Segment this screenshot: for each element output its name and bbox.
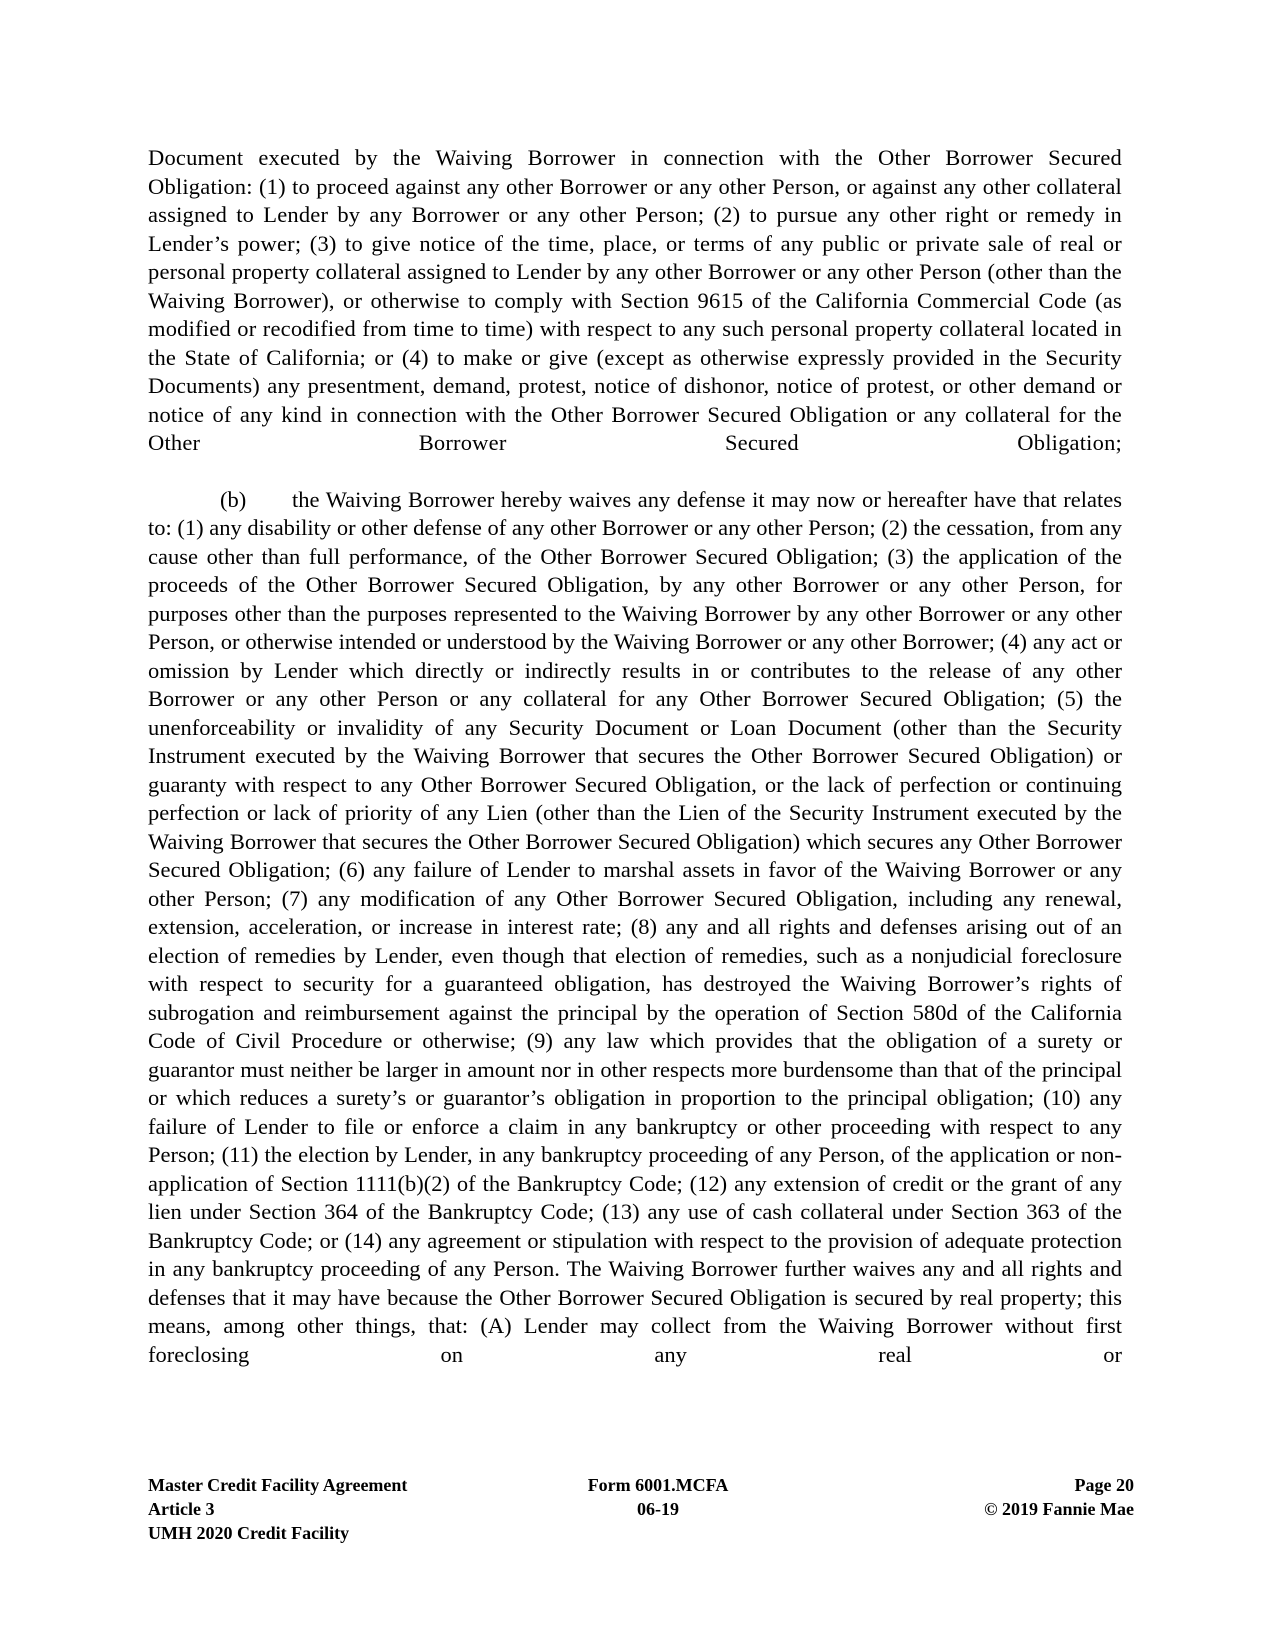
footer-article: Article 3 — [148, 1499, 215, 1519]
footer-form-number: Form 6001.MCFA — [587, 1475, 729, 1495]
footer-document-info — [148, 1473, 478, 1545]
footer-facility-name: UMH 2020 Credit Facility — [148, 1523, 350, 1543]
paragraph-a-continuation: Document executed by the Waiving Borrower in connection with the Other Borrower Secured Obligation: (1) to proceed against any other Borrower or any other Person, or against any other collateral assigned to Lender by any Borrower or any other Person; (2) to pursue any other right or remedy in Lender’s power; (3) to give notice of the time, place, or terms of any public or private sale of real or personal property collateral assigned to Lender by any other Borrower or any other Person (other than the Waiving Borrower), or otherwise to comply with Section 9615 of the California Commercial Code (as modified or recodified from time to time) with respect to any such personal property collateral located in the State of California; or (4) to make or give (except as otherwise expressly provided in the Security Documents) any presentment, demand, protest, notice of dishonor, notice of protest, or other demand or notice of any kind in connection with the Other Borrower Secured Obligation or any collateral for the Other Borrower Secured Obligation; — [148, 145, 1122, 455]
footer-agreement-title: Master Credit Facility Agreement — [148, 1475, 408, 1495]
document-body — [148, 144, 1122, 1369]
footer-page-info — [914, 1473, 1134, 1521]
footer-form-date: 06-19 — [637, 1499, 679, 1519]
footer-copyright: © 2019 Fannie Mae — [984, 1499, 1134, 1519]
footer-page-number: Page 20 — [1074, 1475, 1134, 1495]
footer-form-info — [578, 1473, 738, 1521]
paragraph-b-text: the Waiving Borrower hereby waives any defense it may now or hereafter have that relates to: (1) any disability or other defense of any other Borrower or any other Person; (2) the cessation, from any cause other than full performance, of the Other Borrower Secured Obligation; (3) the application of the proceeds of the Other Borrower Secured Obligation, by any other Borrower or any other Person, for purposes other than the purposes represented to the Waiving Borrower by any other Borrower or any other Person, or otherwise intended or understood by the Waiving Borrower or any other Borrower; (4) any act or omission by Lender which directly or indirectly results in or contributes to the release of any other Borrower or any other Person or any collateral for any Other Borrower Secured Obligation; (5) the unenforceability or invalidity of any Security Document or Loan Document (other than the Security Instrument executed by the Waiving Borrower that secures the Other Borrower Secured Obligation) or guaranty with respect to any Other Borrower Secured Obligation, or the lack of perfection or continuing perfection or lack of priority of any Lien (other than the Lien of the Security Instrument executed by the Waiving Borrower that secures the Other Borrower Secured Obligation) which secures any Other Borrower Secured Obligation; (6) any failure of Lender to marshal assets in favor of the Waiving Borrower or any other Person; (7) any modification of any Other Borrower Secured Obligation, including any renewal, extension, acceleration, or increase in interest rate; (8) any and all rights and defenses arising out of an election of remedies by Lender, even though that election of remedies, such as a nonjudicial foreclosure with respect to security for a guaranteed obligation, has destroyed the Waiving Borrower’s rights of subrogation and reimbursement against the principal by the operation of Section 580d of the California Code of Civil Procedure or otherwise; (9) any law which provides that the obligation of a surety or guarantor must neither be larger in amount nor in other respects more burdensome than that of the principal or which reduces a surety’s or guarantor’s obligation in proportion to the principal obligation; (10) any failure of Lender to file or enforce a claim in any bankruptcy or other proceeding with respect to any Person; (11) the election by Lender, in any bankruptcy proceeding of any Person, of the application or non-application of Section 1111(b)(2) of the Bankruptcy Code; (12) any extension of credit or the grant of any lien under Section 364 of the Bankruptcy Code; (13) any use of cash collateral under Section 363 of the Bankruptcy Code; or (14) any agreement or stipulation with respect to the provision of adequate protection in any bankruptcy proceeding of any Person. The Waiving Borrower further waives any and all rights and defenses that it may have because the Other Borrower Secured Obligation is secured by real property; this means, among other things, that: (A) Lender may collect from the Waiving Borrower without first foreclosing on any real or — [148, 486, 1122, 1367]
paragraph-b — [148, 486, 1122, 1370]
paragraph-b-label: (b) — [220, 486, 247, 512]
